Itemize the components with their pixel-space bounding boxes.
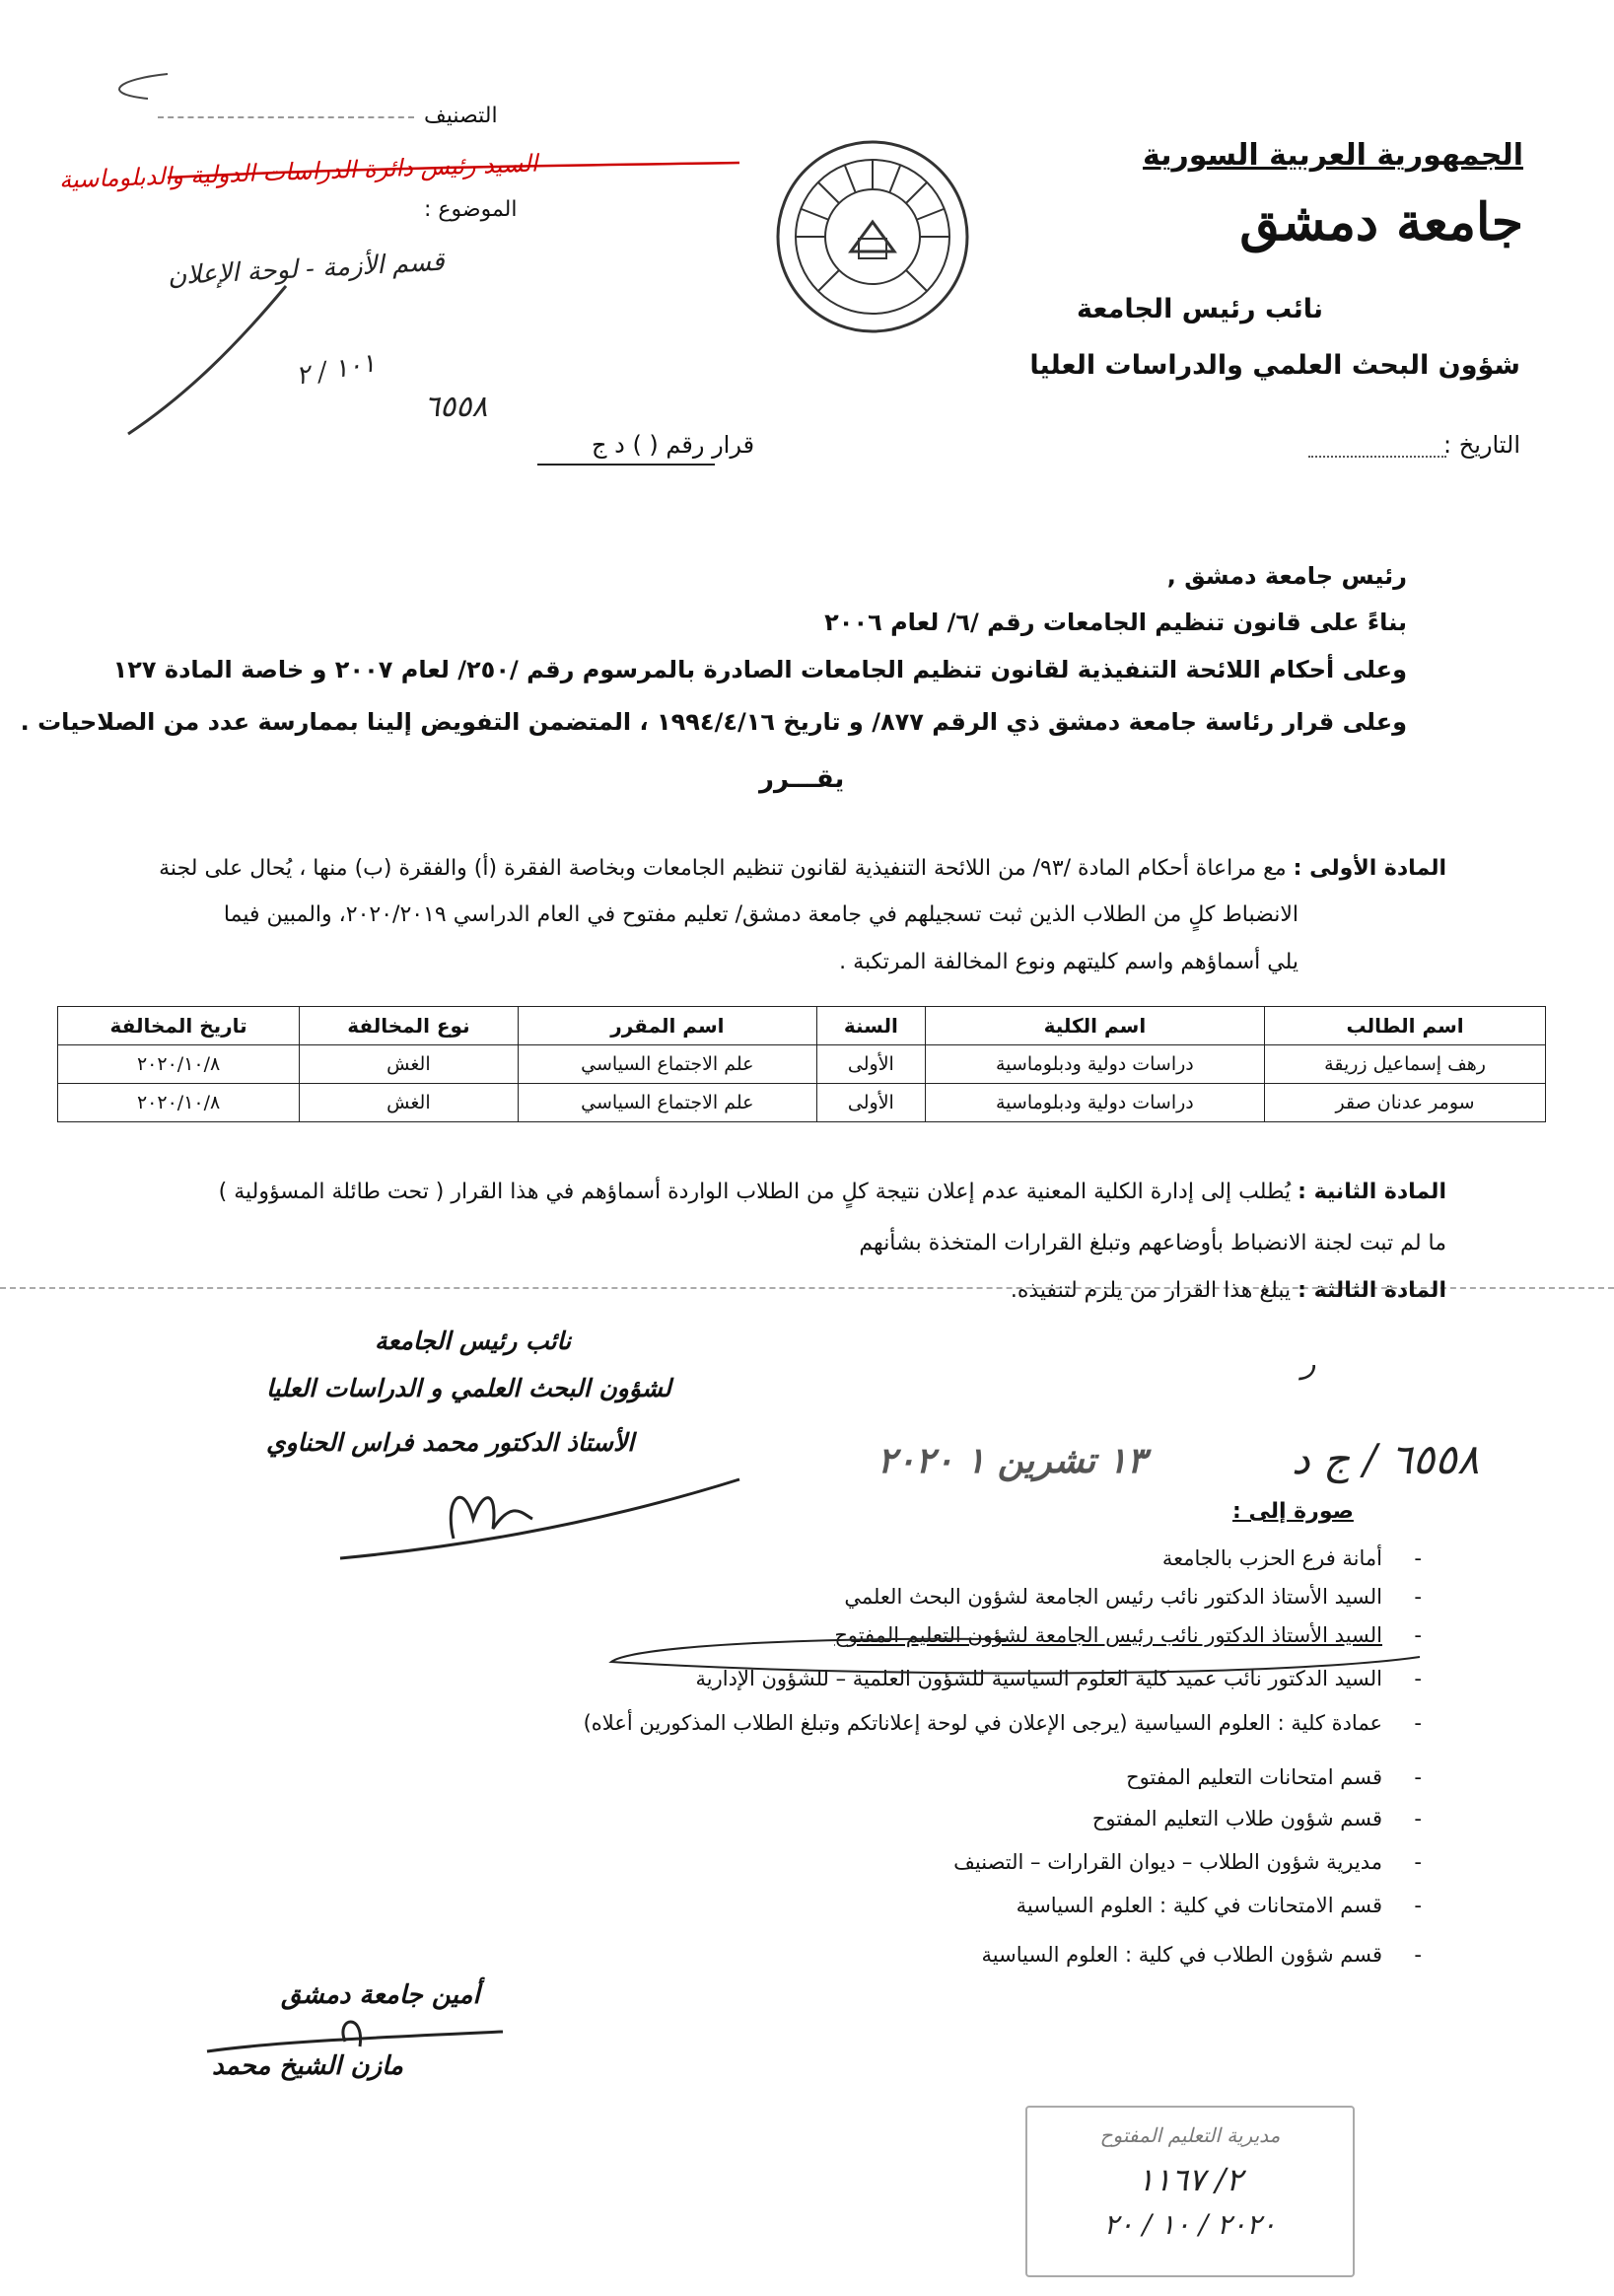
col-student-name: اسم الطالب xyxy=(1265,1007,1546,1045)
article-2-label: المادة الثانية : xyxy=(1298,1180,1446,1204)
cell-violation-date: ٢٠٢٠/١٠/٨ xyxy=(58,1045,300,1084)
copy-item: - السيد الدكتور نائب عميد كلية العلوم السياسية للشؤون العلمية – للشؤون الإدارية xyxy=(696,1667,1382,1690)
department-title: شؤون البحث العلمي والدراسات العليا xyxy=(1029,350,1520,381)
vice-president-title: نائب رئيس الجامعة xyxy=(1077,294,1323,324)
signatory-name: الأستاذ الدكتور محمد فراس الحناوي xyxy=(266,1428,635,1457)
secretary-title: أمين جامعة دمشق xyxy=(281,1980,480,2010)
handwritten-classification: السيد رئيس دائرة الدراسات الدولية والدبلوماسية xyxy=(58,149,538,194)
decision-number-label: قرار رقم ( ) د ج xyxy=(592,431,755,459)
article-2-line-1 xyxy=(219,1180,1446,1204)
date-label: التاريخ : xyxy=(1442,431,1520,459)
hand-circle-icon xyxy=(592,1617,1430,1686)
red-underline-icon xyxy=(158,158,749,187)
cell-violation-type: الغش xyxy=(300,1045,518,1084)
handwritten-note: ١٠١ / ٢ xyxy=(294,348,379,392)
article-2-text-2: ما لم تبت لجنة الانضباط بأوضاعهم وتبلغ القرارات المتخذة بشأنهم xyxy=(859,1231,1446,1256)
copy-item: - عمادة كلية : العلوم السياسية (يرجى الإعلان في لوحة إعلاناتكم وتبلغ الطلاب المذكورين أعلاه) xyxy=(584,1711,1382,1735)
article-1-text-2: الانضباط كلٍ من الطلاب الذين ثبت تسجيلهم في جامعة دمشق/ تعليم مفتوح في العام الدراسي ٢٠٢٠/٢٠١٩، والمبين فيما xyxy=(223,902,1298,927)
handwritten-decision-number: ٦٥٥٨ xyxy=(424,390,488,424)
copy-item: - مديرية شؤون الطلاب – ديوان القرارات – التصنيف xyxy=(953,1850,1382,1874)
cell-student-name: رهف إسماعيل زريقة xyxy=(1265,1045,1546,1084)
decision-underline xyxy=(537,464,715,466)
copy-item: - قسم امتحانات التعليم المفتوح xyxy=(1126,1765,1382,1789)
law-reference-line: بناءً على قانون تنظيم الجامعات رقم /٦/ لعام ٢٠٠٦ xyxy=(824,609,1407,636)
regulation-reference-line: وعلى أحكام اللائحة التنفيذية لقانون تنظيم الجامعات الصادرة بالمرسوم رقم /٢٥٠/ لعام ٢٠٠٧ و خاصة المادة ١٢٧ xyxy=(112,656,1407,683)
article-1-label: المادة الأولى : xyxy=(1293,856,1446,881)
copy-item: - السيد الأستاذ الدكتور نائب رئيس الجامعة لشؤون التعليم المفتوح xyxy=(834,1623,1382,1647)
col-year: السنة xyxy=(817,1007,926,1045)
col-faculty: اسم الكلية xyxy=(925,1007,1264,1045)
date-dotted-line xyxy=(1308,456,1446,458)
handwritten-reference: ٦٥٥٨ / ج د xyxy=(1292,1435,1480,1483)
copies-title: صورة إلى : xyxy=(1232,1499,1354,1524)
article-2-text-1: يُطلب إلى إدارة الكلية المعنية عدم إعلان نتيجة كلٍ من الطلاب الواردة أسماؤهم في هذا القرار ( تحت طائلة المسؤولية ) xyxy=(218,1180,1292,1204)
copy-item: - قسم الامتحانات في كلية : العلوم السياسية xyxy=(1017,1894,1382,1917)
cell-violation-type: الغش xyxy=(300,1084,518,1122)
article-1-text-3: يلي أسماؤهم واسم كليتهم ونوع المخالفة المرتكبة . xyxy=(839,950,1298,974)
stamp-line-3: ٢٠٢٠ / ١٠ / ٢٠ xyxy=(1103,2208,1277,2241)
cell-student-name: سومر عدنان صقر xyxy=(1265,1084,1546,1122)
university-name: جامعة دمشق xyxy=(1239,192,1523,252)
table-header-row xyxy=(58,1007,1546,1045)
copy-item: - قسم شؤون طلاب التعليم المفتوح xyxy=(1092,1807,1382,1830)
students-table xyxy=(57,1006,1546,1122)
handwritten-subject: قسم الأزمة - لوحة الإعلان xyxy=(167,247,446,292)
republic-name: الجمهورية العربية السورية xyxy=(1143,138,1523,173)
copy-item: - قسم شؤون الطلاب في كلية : العلوم السياسية xyxy=(982,1943,1382,1967)
article-1-line-1 xyxy=(159,856,1446,881)
handwritten-date: ١٣ تشرين ١ ٢٠٢٠ xyxy=(877,1440,1147,1481)
table-row xyxy=(58,1045,1546,1084)
handwritten-initials: ر xyxy=(1301,1346,1316,1381)
signature-icon xyxy=(325,1460,749,1573)
cell-course: علم الاجتماع السياسي xyxy=(518,1045,816,1084)
article-3-text: يبلغ هذا القرار من يلزم لتنفيذه. xyxy=(1010,1278,1292,1303)
copy-item: - أمانة فرع الحزب بالجامعة xyxy=(1162,1546,1382,1570)
stamp-line-1: مديرية التعليم المفتوح xyxy=(1099,2123,1281,2147)
secretary-name: مازن الشيخ محمد xyxy=(212,2051,403,2081)
cell-faculty: دراسات دولية ودبلوماسية xyxy=(925,1084,1264,1122)
col-violation-type: نوع المخالفة xyxy=(300,1007,518,1045)
col-course: اسم المقرر xyxy=(518,1007,816,1045)
classification-label: التصنيف xyxy=(424,104,498,128)
cell-course: علم الاجتماع السياسي xyxy=(518,1084,816,1122)
university-seal-icon xyxy=(774,128,971,345)
cell-violation-date: ٢٠٢٠/١٠/٨ xyxy=(58,1084,300,1122)
cell-faculty: دراسات دولية ودبلوماسية xyxy=(925,1045,1264,1084)
receipt-stamp xyxy=(1025,2106,1355,2277)
article-3-label: المادة الثالثة : xyxy=(1298,1278,1446,1303)
article-3-line xyxy=(1011,1278,1446,1303)
cell-year: الأولى xyxy=(817,1084,926,1122)
article-1-text-1: مع مراعاة أحكام المادة /٩٣/ من اللائحة التنفيذية لقانون تنظيم الجامعات وبخاصة الفقرة (أ) والفقرة (ب) منها ، يُحال على لجنة xyxy=(159,856,1287,881)
decides-heading: يقـــرر xyxy=(759,764,845,794)
signatory-title-1: نائب رئيس الجامعة xyxy=(375,1327,572,1355)
col-violation-date: تاريخ المخالفة xyxy=(58,1007,300,1045)
delegation-reference-line: وعلى قرار رئاسة جامعة دمشق ذي الرقم ٨٧٧/ و تاريخ ١٩٩٤/٤/١٦ ، المتضمن التفويض إلينا بممارسة عدد من الصلاحيات . xyxy=(20,708,1407,736)
opening-line: رئيس جامعة دمشق , xyxy=(1166,562,1407,590)
stamp-line-2: ٢/ ١١٦٧ xyxy=(1137,2161,1243,2198)
table-row xyxy=(58,1084,1546,1122)
handwritten-strokes-icon xyxy=(89,69,385,444)
subject-label: الموضوع : xyxy=(424,197,518,222)
signatory-title-2: لشؤون البحث العلمي و الدراسات العليا xyxy=(266,1374,671,1402)
cell-year: الأولى xyxy=(817,1045,926,1084)
copy-item: - السيد الأستاذ الدكتور نائب رئيس الجامعة لشؤون البحث العلمي xyxy=(844,1585,1382,1609)
